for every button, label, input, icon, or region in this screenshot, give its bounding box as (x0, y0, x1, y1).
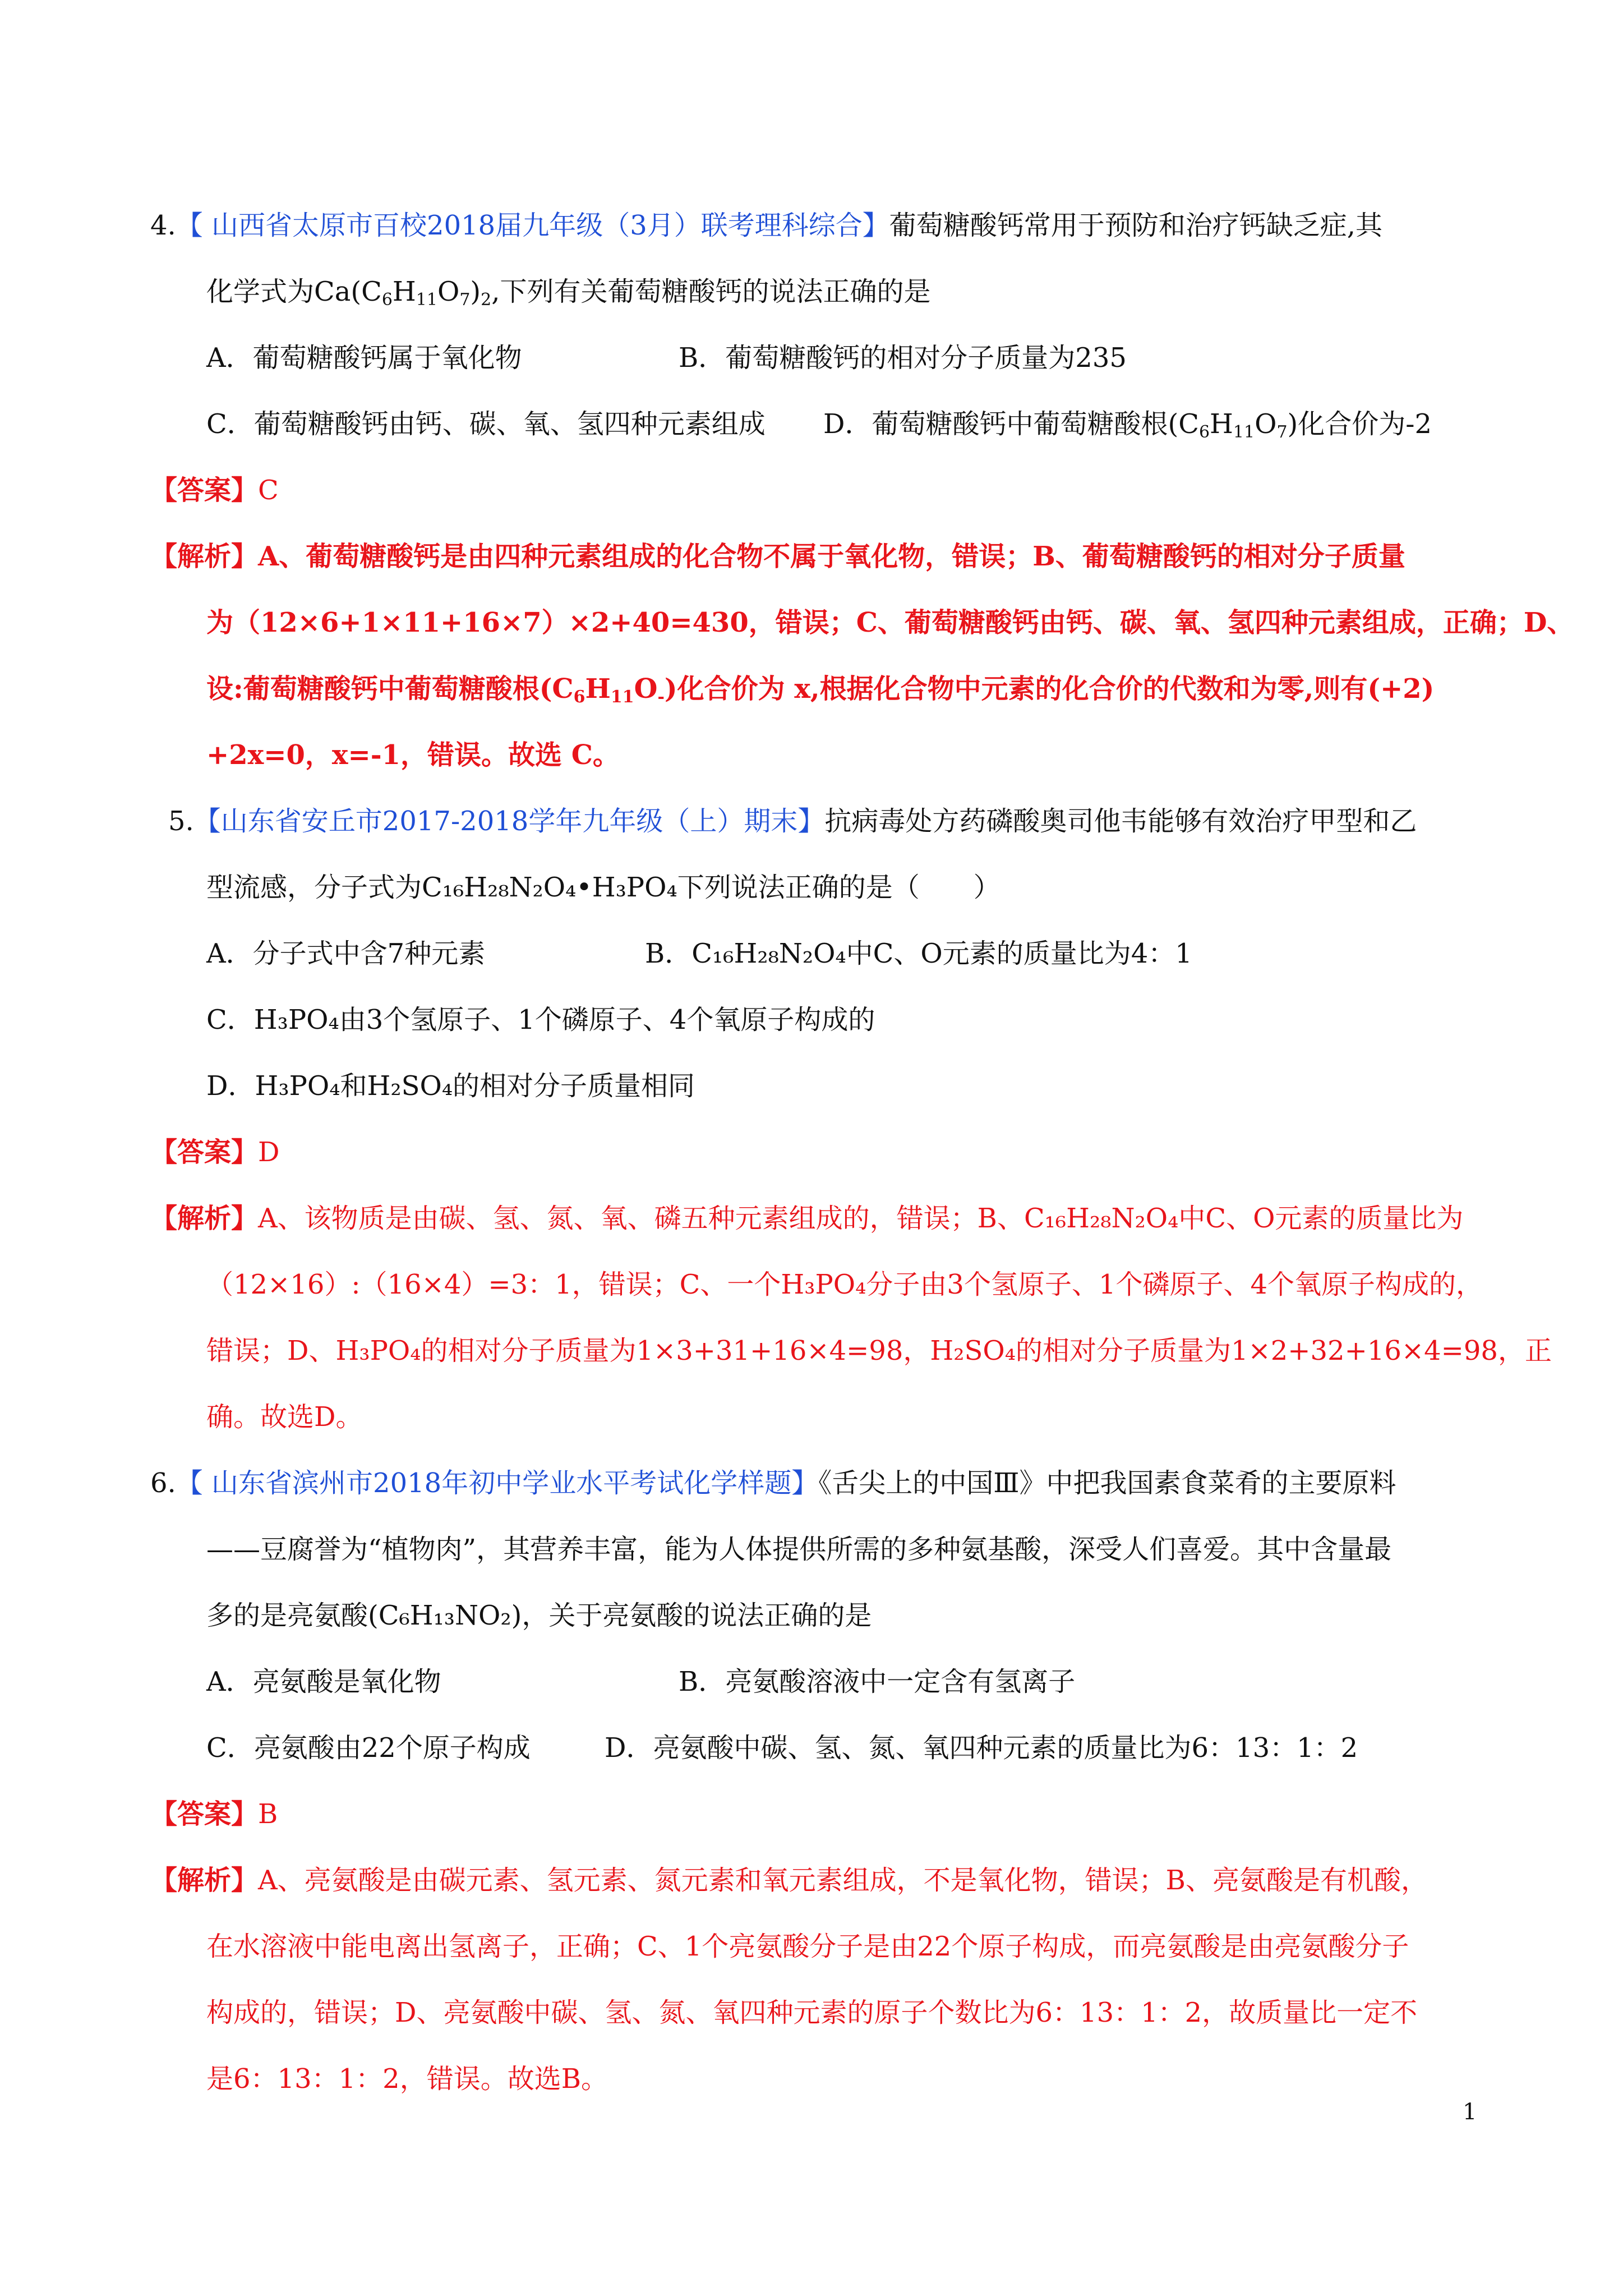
analysis-text: A、该物质是由碳、氢、氮、氧、磷五种元素组成的，错误；B、C₁₆H₂₈N₂O₄中C、O元素的质量比为 (258, 1203, 1464, 1234)
subscript: 7 (1276, 422, 1288, 442)
option-a: A．分子式中含7种元素 (206, 938, 486, 969)
question-stem: ——豆腐誉为“植物肉”，其营养丰富，能为人体提供所需的多种氨基酸，深受人们喜爱。其中含量最 (206, 1534, 1392, 1565)
answer-label: 【答案】 (150, 475, 259, 506)
question-number: 6. (150, 1467, 176, 1499)
analysis-line-2: （12×16）:（16×4）=3：1，错误；C、一个H₃PO₄分子由3个氢原子、1个磷原子、4个氧原子构成的， (206, 1269, 1483, 1300)
question-4-line-2 (206, 274, 931, 310)
option-a: A．葡萄糖酸钙属于氧化物 (206, 342, 522, 374)
subscript: 6 (573, 687, 585, 707)
question-source: 【山东省安丘市2017-2018学年九年级（上）期末】 (193, 806, 825, 837)
answer-label: 【答案】 (150, 1798, 259, 1830)
analysis-text: O (634, 673, 658, 705)
subscript: 6 (1198, 422, 1210, 442)
subscript: 6 (381, 290, 393, 310)
answer-value: C (258, 475, 279, 506)
analysis-line-3: 构成的，错误；D、亮氨酸中碳、氢、氮、氧四种元素的原子个数比为6：13：1：2，故质量比一定不 (206, 1997, 1418, 2028)
analysis-text: H (585, 673, 611, 705)
question-stem: 葡萄糖酸钙常用于预防和治疗钙缺乏症,其 (889, 210, 1383, 241)
analysis-text: A、亮氨酸是由碳元素、氢元素、氮元素和氧元素组成，不是氧化物，错误；B、亮氨酸是有机酸， (258, 1865, 1428, 1896)
answer-line (150, 1796, 278, 1832)
answer-label: 【答案】 (150, 1137, 259, 1168)
page-number: 1 (1463, 2099, 1477, 2125)
analysis-text: 设:葡萄糖酸钙中葡萄糖酸根(C (206, 673, 574, 705)
option-d (823, 406, 1432, 442)
subscript: 11 (1233, 422, 1255, 442)
analysis-line-4: 是6：13：1：2，错误。故选B。 (206, 2063, 608, 2095)
answer-value: B (258, 1798, 278, 1830)
option-text: D．葡萄糖酸钙中葡萄糖酸根(C (823, 408, 1199, 440)
question-source: 【 山东省滨州市2018年初中学业水平考试化学样题】 (176, 1467, 819, 1499)
stem-text: O (437, 276, 460, 307)
option-b: B．葡萄糖酸钙的相对分子质量为235 (679, 342, 1127, 374)
question-4-line-1 (150, 208, 1382, 243)
stem-text: ,下列有关葡萄糖酸钙的说法正确的是 (491, 276, 931, 307)
analysis-line-2: 在水溶液中能电离出氢离子，正确；C、1个亮氨酸分子是由22个原子构成，而亮氨酸是由亮氨酸分子 (206, 1931, 1409, 1962)
analysis-text: A、葡萄糖酸钙是由四种元素组成的化合物不属于氧化物，错误；B、葡萄糖酸钙的相对分子质量 (258, 541, 1405, 572)
analysis-line-4: 确。故选D。 (206, 1401, 363, 1433)
option-text: O (1255, 408, 1277, 440)
subscript: 2 (481, 290, 492, 310)
option-d: D．亮氨酸中碳、氢、氮、氧四种元素的质量比为6：13：1：2 (605, 1732, 1358, 1764)
answer-line (150, 472, 279, 508)
question-number: 4. (150, 210, 176, 241)
analysis-label: 【解析】 (150, 1865, 259, 1896)
question-stem: 多的是亮氨酸(C₆H₁₃NO₂)，关于亮氨酸的说法正确的是 (206, 1600, 872, 1631)
analysis-line-1 (150, 539, 1405, 574)
question-stem: 抗病毒处方药磷酸奥司他韦能够有效治疗甲型和乙 (824, 806, 1417, 837)
analysis-label: 【解析】 (150, 1203, 259, 1234)
analysis-text: )化合价为 x,根据化合物中元素的化合价的代数和为零,则有(+2) (664, 673, 1435, 705)
question-stem: 型流感，分子式为C₁₆H₂₈N₂O₄•H₃PO₄下列说法正确的是（ ） (206, 872, 1000, 903)
stem-text: H (392, 276, 416, 307)
analysis-line-2: 为（12×6+1×11+16×7）×2+40=430，错误；C、葡萄糖酸钙由钙、碳、氧、氢四种元素组成，正确；D、 (206, 607, 1574, 638)
analysis-line-3: 错误；D、H₃PO₄的相对分子质量为1×3+31+16×4=98，H₂SO₄的相对分子质量为1×2+32+16×4=98，正 (206, 1335, 1552, 1366)
option-text: H (1210, 408, 1233, 440)
question-5-line-1 (168, 803, 1417, 839)
analysis-line-1 (150, 1200, 1463, 1236)
option-a: A．亮氨酸是氧化物 (206, 1666, 441, 1697)
option-d: D．H₃PO₄和H₂SO₄的相对分子质量相同 (206, 1070, 695, 1102)
subscript: 11 (416, 290, 437, 310)
option-c: C．H₃PO₄由3个氢原子、1个磷原子、4个氧原子构成的 (206, 1004, 875, 1036)
analysis-line-3 (206, 671, 1434, 707)
option-c: C．葡萄糖酸钙由钙、碳、氧、氢四种元素组成 (206, 408, 766, 440)
answer-value: D (258, 1137, 280, 1168)
option-c: C．亮氨酸由22个原子构成 (206, 1732, 531, 1764)
subscript: - (657, 687, 665, 707)
subscript: 11 (610, 687, 634, 707)
stem-text: ) (470, 276, 481, 307)
question-source: 【 山西省太原市百校2018届九年级（3月）联考理科综合】 (176, 210, 889, 241)
question-6-line-1 (150, 1465, 1396, 1501)
subscript: 7 (459, 290, 471, 310)
stem-text: 化学式为Ca(C (206, 276, 382, 307)
analysis-line-1 (150, 1862, 1428, 1898)
analysis-line-4: +2x=0，x=-1，错误。故选 C。 (206, 739, 620, 771)
question-stem: 《舌尖上的中国Ⅲ》中把我国素食菜肴的主要原料 (818, 1467, 1396, 1499)
option-text: )化合价为-2 (1287, 408, 1432, 440)
analysis-label: 【解析】 (150, 541, 259, 572)
answer-line (150, 1134, 280, 1170)
question-number: 5. (168, 806, 194, 837)
option-b: B．C₁₆H₂₈N₂O₄中C、O元素的质量比为4：1 (645, 938, 1192, 969)
option-b: B．亮氨酸溶液中一定含有氢离子 (679, 1666, 1076, 1697)
